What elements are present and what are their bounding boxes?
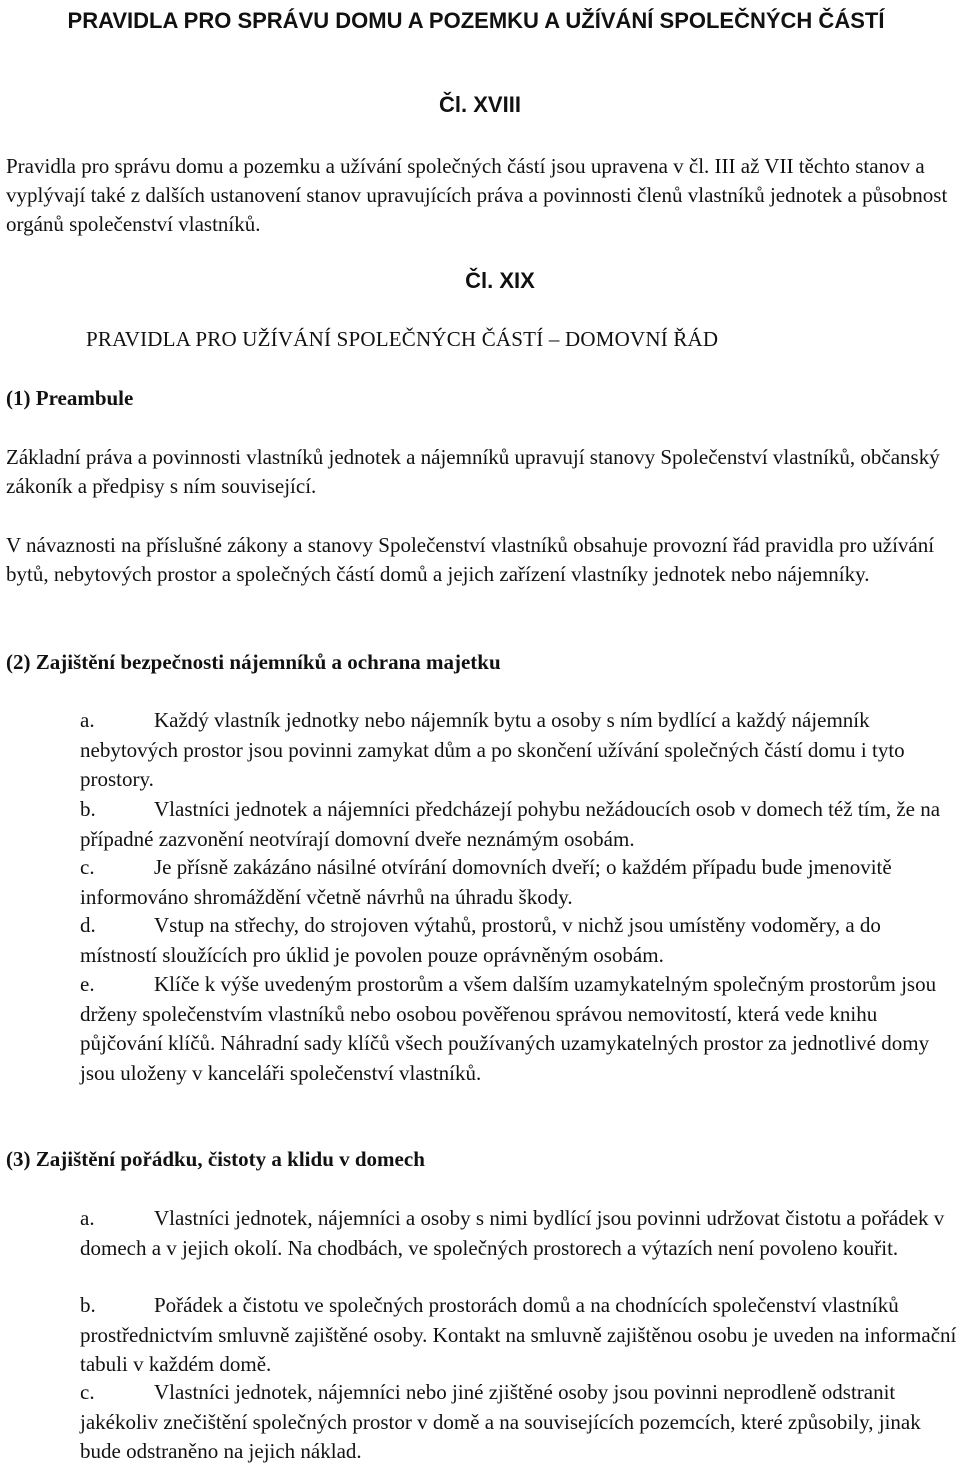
section-1-paragraph-2: V návaznosti na příslušné zákony a stanovy Společenství vlastníků obsahuje provozní řád pravidla pro užívání bytů, nebytových prostor a společných částí domů a jejich zařízení vlastníky jednotek nebo nájemníky. <box>6 533 935 586</box>
document-title: PRAVIDLA PRO SPRÁVU DOMU A POZEMKU A UŽÍVÁNÍ SPOLEČNÝCH ČÁSTÍ <box>67 8 885 33</box>
item-text: Pořádek a čistotu ve společných prostorách domů a na chodnících společenství vlastníků prostřednictvím smluvně zajištěné osoby. Kontakt na smluvně zajištěnou osobu je uveden na informační tabuli v každém domě. <box>80 1293 957 1376</box>
article-18-number: Čl. XVIII <box>439 92 521 117</box>
item-text: Vlastníci jednotek, nájemníci nebo jiné zjištěné osoby jsou povinni neprodleně odstranit jakékoliv znečištění společných prostor v domě a na souvisejících pozemcích, které způsobily, jinak bude odstraněno na jejich náklad. <box>80 1380 921 1463</box>
item-label: d. <box>80 913 96 937</box>
section-2-item-d <box>80 911 960 970</box>
article-19-number: Čl. XIX <box>465 268 535 293</box>
section-2-item-b <box>80 795 960 854</box>
item-text: Vstup na střechy, do strojoven výtahů, prostorů, v nichž jsou umístěny vodoměry, a do místností sloužících pro úklid je povolen pouze oprávněným osobám. <box>80 913 881 967</box>
item-label: b. <box>80 1293 96 1317</box>
section-2-heading: (2) Zajištění bezpečnosti nájemníků a ochrana majetku <box>6 650 501 674</box>
section-2-item-e <box>80 970 960 1088</box>
item-text: Je přísně zakázáno násilné otvírání domovních dveří; o každém případu bude jmenovitě informováno shromáždění včetně návrhů na úhradu škody. <box>80 855 892 909</box>
item-text: Klíče k výše uvedeným prostorům a všem dalším uzamykatelným společným prostorům jsou drženy společenstvím vlastníků nebo osobou pověřenou správou nemovitostí, která vede knihu půjčování klíčů. Náhradní sady klíčů všech používaných uzamykatelných prostor za jednotlivé domy jsou uloženy v kanceláři společenství vlastníků. <box>80 972 937 1085</box>
section-1-heading: (1) Preambule <box>6 386 134 410</box>
item-label: a. <box>80 1206 95 1230</box>
item-text: Vlastníci jednotek a nájemníci předcházejí pohybu nežádoucích osob v domech též tím, že na případné zazvonění neotvírají domovní dveře neznámým osobám. <box>80 797 941 851</box>
section-1-paragraph-1: Základní práva a povinnosti vlastníků jednotek a nájemníků upravují stanovy Společenství vlastníků, občanský zákoník a předpisy s ním související. <box>6 445 940 498</box>
article-18-text: Pravidla pro správu domu a pozemku a užívání společných částí jsou upravena v čl. III až VII těchto stanov a vyplývají také z dalších ustanovení stanov upravujících práva a povinnosti členů vlastníků jednotek a působnost orgánů společenství vlastníků. <box>6 154 948 236</box>
item-text: Každý vlastník jednotky nebo nájemník bytu a osoby s ním bydlící a každý nájemník nebytových prostor jsou povinni zamykat dům a po skončení užívání společných částí domu i tyto prostory. <box>80 708 905 791</box>
item-label: c. <box>80 1380 95 1404</box>
item-text: Vlastníci jednotek, nájemníci a osoby s nimi bydlící jsou povinni udržovat čistotu a pořádek v domech a v jejich okolí. Na chodbách, ve společných prostorech a výtazích není povoleno kouřit. <box>80 1206 945 1260</box>
item-label: c. <box>80 855 95 879</box>
section-3-item-c <box>80 1378 960 1467</box>
section-2-item-a <box>80 706 960 795</box>
section-3-item-b <box>80 1291 960 1380</box>
article-19-subtitle: PRAVIDLA PRO UŽÍVÁNÍ SPOLEČNÝCH ČÁSTÍ – DOMOVNÍ ŘÁD <box>86 327 719 351</box>
section-3-item-a <box>80 1204 960 1263</box>
section-3-heading: (3) Zajištění pořádku, čistoty a klidu v domech <box>6 1147 425 1171</box>
section-2-item-c <box>80 853 960 912</box>
item-label: b. <box>80 797 96 821</box>
item-label: e. <box>80 972 95 996</box>
item-label: a. <box>80 708 95 732</box>
